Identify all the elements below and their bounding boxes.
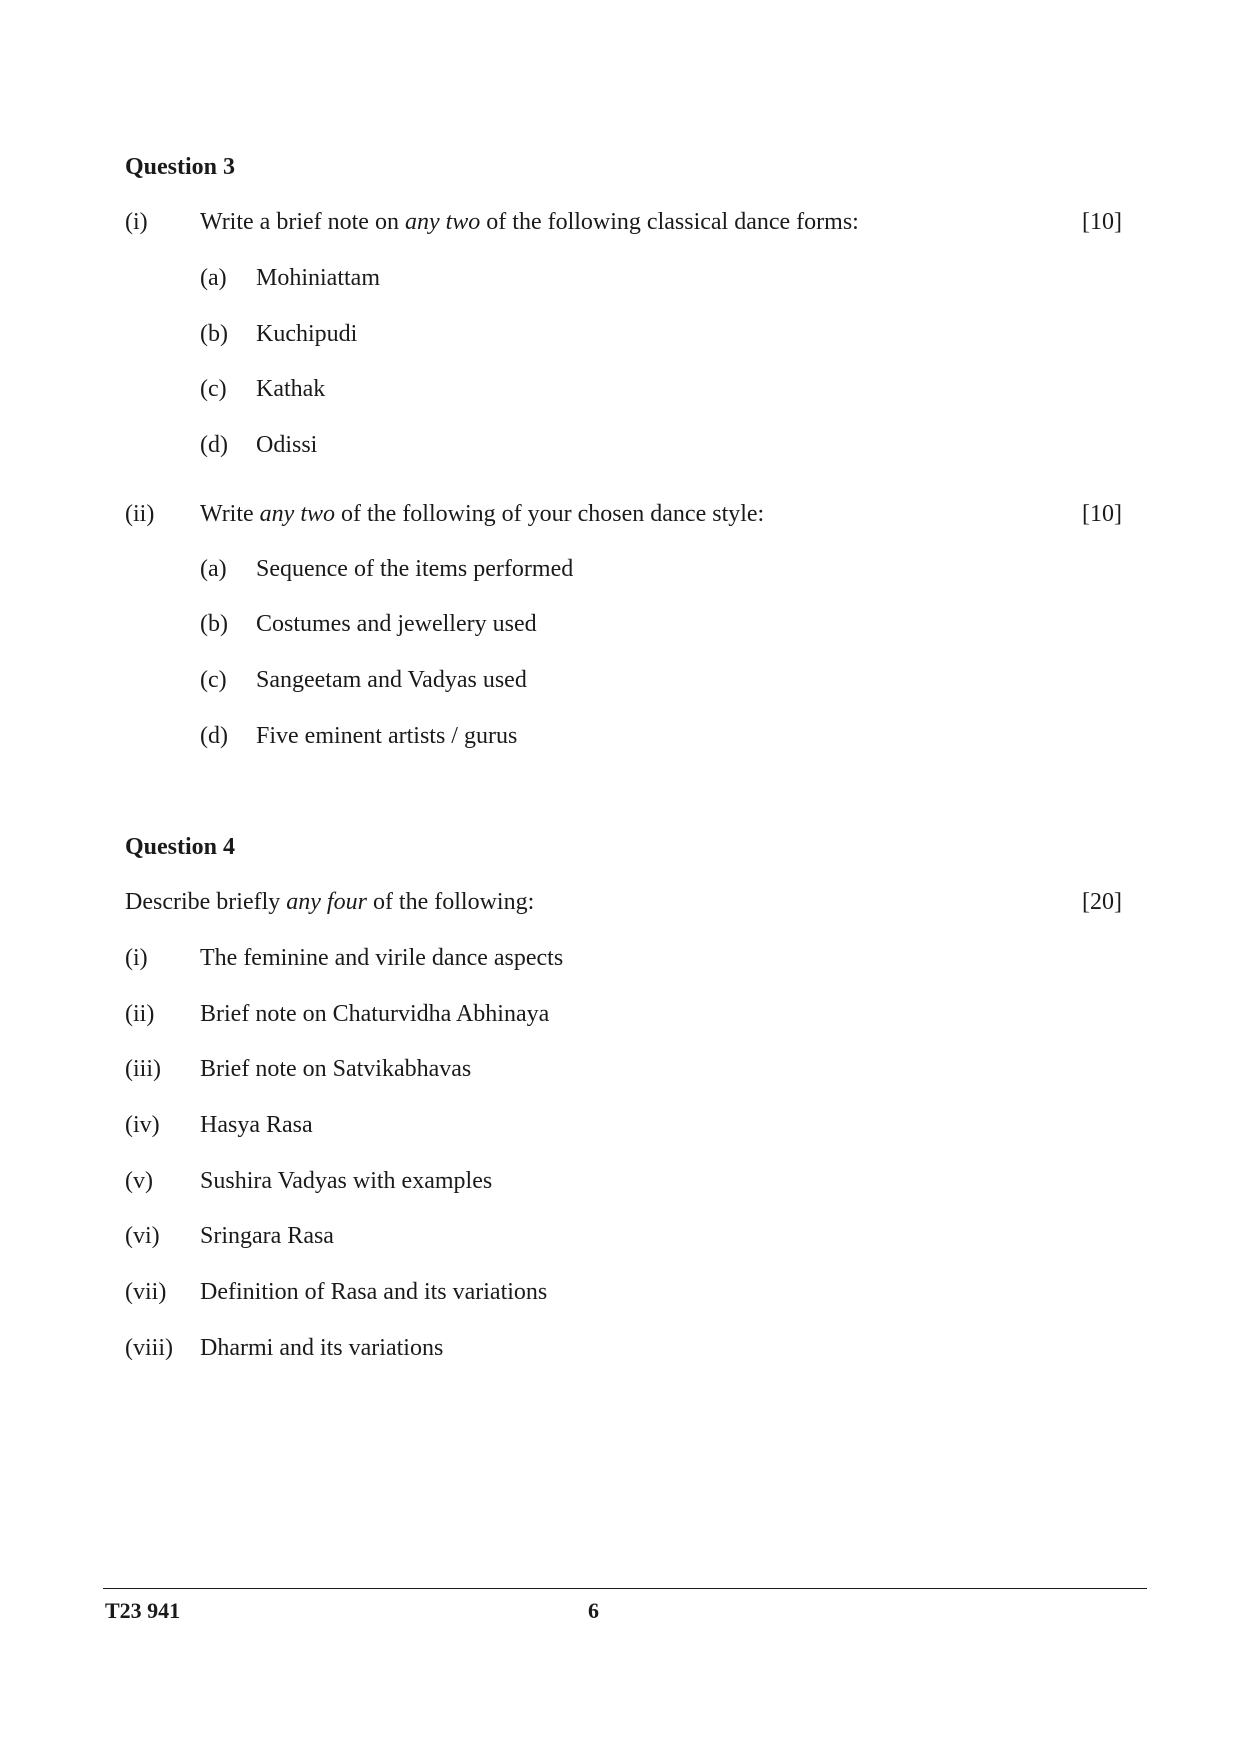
q3-part-i-text-em: any two <box>404 209 481 235</box>
q4-intro-em: any four <box>286 889 367 915</box>
q4-item-7-text: Definition of Rasa and its variations <box>200 1279 548 1305</box>
q3-i-option-d-text: Odissi <box>256 432 318 458</box>
q3-ii-option-b-label: (b) <box>200 611 228 637</box>
q4-intro <box>125 890 534 914</box>
question-4-heading: Question 4 <box>125 834 236 860</box>
q4-item-4-text: Hasya Rasa <box>200 1112 313 1138</box>
q4-item-3-number: (iii) <box>125 1056 161 1082</box>
q4-item-2-text: Brief note on Chaturvidha Abhinaya <box>200 1001 550 1027</box>
q3-part-i-text-before: Write a brief note on <box>200 209 405 235</box>
q3-i-option-b-label: (b) <box>200 321 228 347</box>
q3-i-option-c-text: Kathak <box>256 376 326 402</box>
q3-part-i-text-after: of the following classical dance forms: <box>480 209 859 235</box>
q3-part-ii-text-after: of the following of your chosen dance style: <box>335 501 765 527</box>
q3-part-ii-text-em: any two <box>259 501 335 527</box>
question-3-heading: Question 3 <box>125 154 236 180</box>
q3-ii-option-c-label: (c) <box>200 667 227 693</box>
q3-part-i-marks: [10] <box>1082 209 1122 235</box>
q3-part-ii-marks: [10] <box>1082 501 1122 527</box>
q3-part-i-text <box>200 210 859 234</box>
q3-ii-option-b-text: Costumes and jewellery used <box>256 611 537 637</box>
q4-item-7-number: (vii) <box>125 1279 167 1305</box>
q4-intro-before: Describe briefly <box>125 889 287 915</box>
q4-item-1-text: The feminine and virile dance aspects <box>200 945 564 971</box>
q3-i-option-c-label: (c) <box>200 376 227 402</box>
q3-ii-option-a-label: (a) <box>200 556 227 582</box>
q4-item-6-text: Sringara Rasa <box>200 1223 334 1249</box>
q4-item-6-number: (vi) <box>125 1223 160 1249</box>
q4-marks: [20] <box>1082 889 1122 915</box>
q4-item-4-number: (iv) <box>125 1112 160 1138</box>
q3-i-option-a-label: (a) <box>200 265 227 291</box>
footer-rule <box>103 1588 1147 1589</box>
q3-part-ii-text-before: Write <box>200 501 260 527</box>
q4-item-8-number: (viii) <box>125 1335 173 1361</box>
q3-i-option-b-text: Kuchipudi <box>256 321 358 347</box>
q3-ii-option-d-label: (d) <box>200 723 228 749</box>
q4-item-5-text: Sushira Vadyas with examples <box>200 1168 493 1194</box>
q4-item-8-text: Dharmi and its variations <box>200 1335 444 1361</box>
q4-item-1-number: (i) <box>125 945 148 971</box>
q4-item-5-number: (v) <box>125 1168 153 1194</box>
q4-item-2-number: (ii) <box>125 1001 155 1027</box>
q3-ii-option-d-text: Five eminent artists / gurus <box>256 723 518 749</box>
q3-ii-option-a-text: Sequence of the items performed <box>256 556 574 582</box>
page-number: 6 <box>588 1598 599 1623</box>
paper-code: T23 941 <box>105 1598 181 1623</box>
q3-part-i-number: (i) <box>125 209 148 235</box>
q4-item-3-text: Brief note on Satvikabhavas <box>200 1056 472 1082</box>
q3-i-option-d-label: (d) <box>200 432 228 458</box>
q3-ii-option-c-text: Sangeetam and Vadyas used <box>256 667 527 693</box>
q3-part-ii-text <box>200 502 764 526</box>
q3-i-option-a-text: Mohiniattam <box>256 265 380 291</box>
q3-part-ii-number: (ii) <box>125 501 155 527</box>
q4-intro-after: of the following: <box>366 889 535 915</box>
